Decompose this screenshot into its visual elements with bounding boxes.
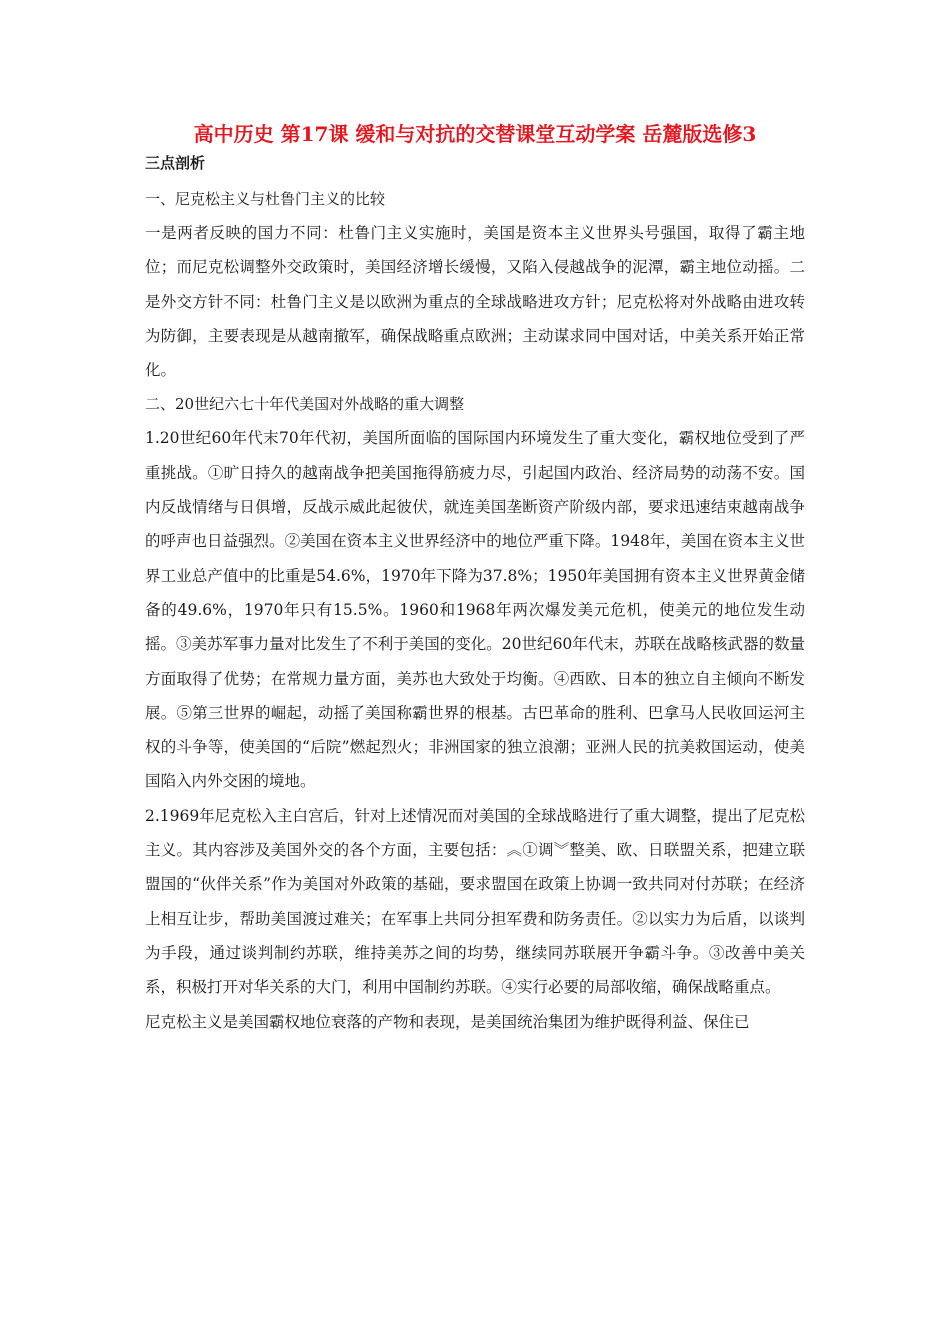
section-subtitle: 三点剖析 — [145, 154, 206, 172]
paragraph-1: 一是两者反映的国力不同：杜鲁门主义实施时，美国是资本主义世界头号强国，取得了霸主地位；而尼克松调整外交政策时，美国经济增长缓慢，又陷入侵越战争的泥潭，霸主地位动摇。二是外交方针不同：杜鲁门主义是以欧洲为重点的全球战略进攻方针；尼克松将对外战略由进攻转为防御，主要表现是从越南撤军，确保战略重点欧洲；主动谋求同中国对话，中美关系开始正常化。 — [145, 224, 805, 380]
document-title: 高中历史 第17课 缓和与对抗的交替课堂互动学案 岳麓版选修3 — [193, 122, 757, 146]
paragraph-4: 尼克松主义是美国霸权地位衰落的产物和表现，是美国统治集团为维护既得利益、保住已 — [145, 1012, 750, 1031]
paragraph-2: 1.20世纪60年代末70年代初，美国所面临的国际国内环境发生了重大变化，霸权地位受到了严重挑战。①旷日持久的越南战争把美国拖得筋疲力尽，引起国内政治、经济局势的动荡不安。国内反战情绪与日俱增，反战示威此起彼伏，就连美国垄断资产阶级内部，要求迅速结束越南战争的呼声也日益强烈。②美国在资本主义世界经济中的地位严重下降。1948年，美国在资本主义世界工业总产值中的比重是54.6%，1970年下降为37.8%；1950年美国拥有资本主义世界黄金储备的49.6%，1970年只有15.5%。1960和1968年两次爆发美元危机，使美元的地位发生动摇。③美苏军事力量对比发生了不利于美国的变化。20世纪60年代末，苏联在战略核武器的数量方面取得了优势；在常规力量方面，美苏也大致处于均衡。④西欧、日本的独立自主倾向不断发展。⑤第三世界的崛起，动摇了美国称霸世界的根基。古巴革命的胜利、巴拿马人民收回运河主权的斗争等，使美国的“后院”燃起烈火；非洲国家的独立浪潮；亚洲人民的抗美救国运动，使美国陷入内外交困的境地。 — [145, 429, 805, 791]
heading-1: 一、尼克松主义与杜鲁门主义的比较 — [145, 190, 386, 208]
paragraph-3: 2.1969年尼克松入主白宫后，针对上述情况而对美国的全球战略进行了重大调整，提出了尼克松主义。其内容涉及美国外交的各个方面，主要包括：︽①调︾整美、欧、日联盟关系，把建立联盟国的“伙伴关系”作为美国对外政策的基础，要求盟国在政策上协调一致共同对付苏联；在经济上相互让步，帮助美国渡过难关；在军事上共同分担军费和防务责任。②以实力为后盾，以谈判为手段，通过谈判制约苏联，维持美苏之间的均势，继续同苏联展开争霸斗争。③改善中美关系，积极打开对华关系的大门，利用中国制约苏联。④实行必要的局部收缩，确保战略重点。 — [145, 806, 805, 997]
heading-2: 二、20世纪六七十年代美国对外战略的重大调整 — [145, 395, 465, 414]
